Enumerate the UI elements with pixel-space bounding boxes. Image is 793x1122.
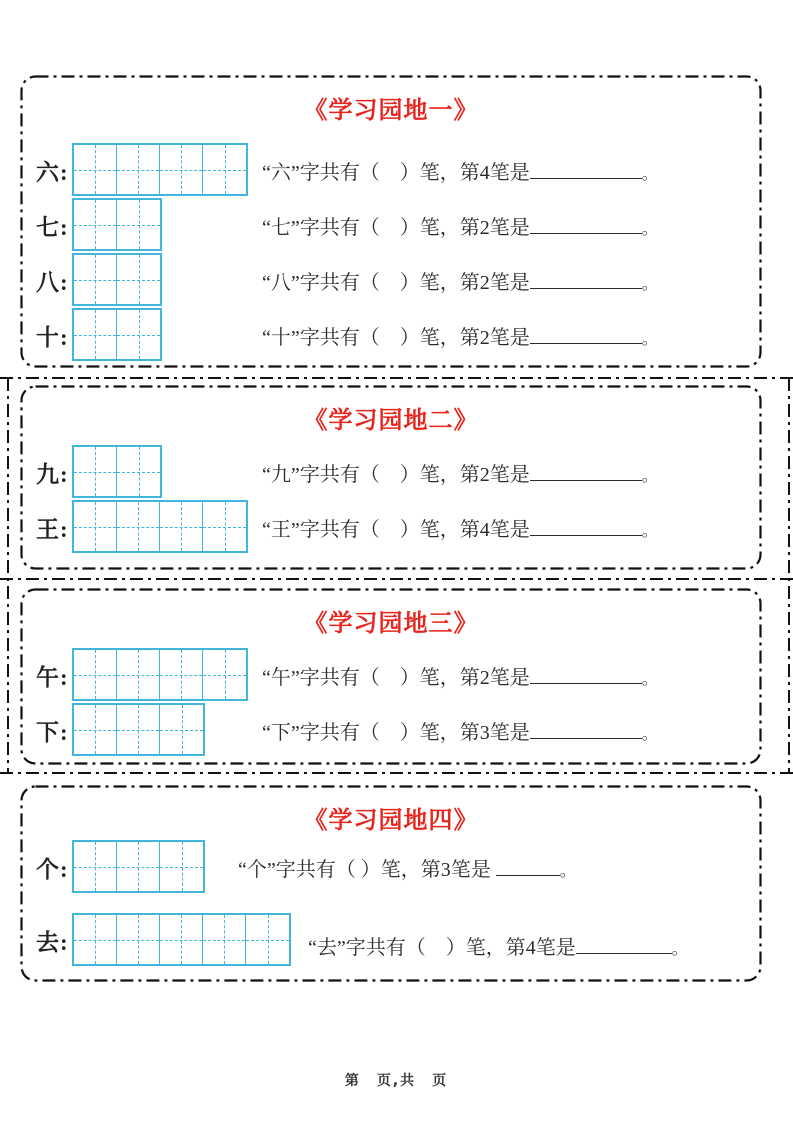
practice-row	[36, 911, 754, 966]
tianzige-grid	[72, 143, 248, 196]
grid-slot	[72, 703, 262, 756]
tianzige-cell	[74, 447, 117, 496]
question-period: 。	[641, 331, 658, 348]
question-text	[238, 858, 576, 893]
tianzige-grid	[72, 198, 162, 251]
grid-slot	[72, 840, 238, 893]
tianzige-cell	[160, 705, 203, 754]
question-text	[262, 518, 658, 553]
character-label: 王:	[36, 517, 69, 542]
character-label: 七:	[36, 215, 69, 240]
question-period: 。	[559, 863, 576, 880]
question-stem: “个”字共有（ ）笔，第3笔是	[238, 859, 496, 881]
grid-slot	[72, 913, 308, 966]
tianzige-cell	[203, 502, 246, 551]
tianzige-cell	[160, 502, 203, 551]
tianzige-cell	[74, 650, 117, 699]
question-period: 。	[641, 726, 658, 743]
question-stem: “下”字共有（ ）笔，第3笔是	[262, 722, 530, 744]
question-stem: “王”字共有（ ）笔，第4笔是	[262, 519, 530, 541]
tianzige-cell	[160, 842, 203, 891]
question-text	[262, 271, 658, 306]
question-text	[262, 463, 658, 498]
question-text	[262, 326, 658, 361]
tianzige-cell	[160, 915, 203, 964]
answer-blank	[530, 680, 642, 684]
character-label: 个:	[36, 857, 69, 882]
tianzige-cell	[203, 145, 246, 194]
character-label: 下:	[36, 720, 69, 745]
section-rows	[36, 838, 754, 984]
question-text	[308, 936, 688, 966]
tianzige-cell	[74, 915, 117, 964]
tianzige-cell	[203, 650, 246, 699]
tianzige-cell	[117, 502, 160, 551]
section-title: 《学习园地四》	[303, 806, 479, 834]
practice-row	[36, 196, 754, 251]
grid-slot	[72, 253, 262, 306]
tianzige-grid	[72, 500, 248, 553]
character-label: 午:	[36, 665, 69, 690]
section-title: 《学习园地二》	[303, 406, 479, 434]
question-period: 。	[641, 276, 658, 293]
answer-blank	[530, 477, 642, 481]
tianzige-cell	[74, 705, 117, 754]
question-period: 。	[641, 221, 658, 238]
answer-blank	[530, 340, 642, 344]
tianzige-grid	[72, 253, 162, 306]
grid-slot	[72, 198, 262, 251]
question-text	[262, 216, 658, 251]
tianzige-cell	[74, 200, 117, 249]
tianzige-cell	[74, 502, 117, 551]
tianzige-grid	[72, 308, 162, 361]
tianzige-cell	[117, 310, 160, 359]
section-rows	[36, 141, 754, 361]
tianzige-cell	[246, 915, 289, 964]
practice-row	[36, 838, 754, 893]
tianzige-grid	[72, 648, 248, 701]
practice-row	[36, 141, 754, 196]
grid-slot	[72, 500, 262, 553]
tianzige-cell	[117, 200, 160, 249]
character-label: 十:	[36, 325, 69, 350]
answer-blank	[530, 735, 642, 739]
tianzige-cell	[117, 842, 160, 891]
question-stem: “六”字共有（ ）笔，第4笔是	[262, 162, 530, 184]
grid-slot	[72, 143, 262, 196]
tianzige-grid	[72, 703, 205, 756]
tianzige-cell	[160, 145, 203, 194]
question-stem: “九”字共有（ ）笔，第2笔是	[262, 464, 530, 486]
question-stem: “午”字共有（ ）笔，第2笔是	[262, 667, 530, 689]
practice-row	[36, 646, 754, 701]
grid-slot	[72, 648, 262, 701]
tianzige-cell	[74, 145, 117, 194]
section-rows	[36, 646, 754, 756]
practice-row	[36, 251, 754, 306]
question-period: 。	[641, 671, 658, 688]
section-xuexiyuandi-1	[20, 75, 762, 368]
section-xuexiyuandi-3	[20, 588, 762, 765]
question-stem: “七”字共有（ ）笔，第2笔是	[262, 217, 530, 239]
tianzige-cell	[117, 650, 160, 699]
question-text	[262, 721, 658, 756]
practice-row	[36, 443, 754, 498]
question-period: 。	[641, 523, 658, 540]
section-rows	[36, 443, 754, 553]
tianzige-cell	[117, 705, 160, 754]
tianzige-cell	[117, 447, 160, 496]
tianzige-grid	[72, 445, 162, 498]
page-number-footer: 第 页,共 页	[344, 1073, 449, 1089]
section-title: 《学习园地三》	[303, 609, 479, 637]
answer-blank	[530, 175, 642, 179]
answer-blank	[576, 950, 672, 954]
question-text	[262, 161, 658, 196]
practice-row	[36, 306, 754, 361]
answer-blank	[530, 532, 642, 536]
tianzige-cell	[117, 915, 160, 964]
section-xuexiyuandi-2	[20, 385, 762, 570]
question-period: 。	[641, 468, 658, 485]
question-stem: “十”字共有（ ）笔，第2笔是	[262, 327, 530, 349]
tianzige-cell	[117, 145, 160, 194]
section-title: 《学习园地一》	[303, 96, 479, 124]
tianzige-cell	[74, 842, 117, 891]
question-stem: “去”字共有（ ）笔，第4笔是	[308, 937, 576, 959]
character-label: 六:	[36, 160, 69, 185]
question-period: 。	[641, 166, 658, 183]
tianzige-cell	[117, 255, 160, 304]
practice-row	[36, 498, 754, 553]
grid-slot	[72, 308, 262, 361]
answer-blank	[496, 872, 560, 876]
practice-row	[36, 701, 754, 756]
question-period: 。	[671, 941, 688, 958]
tianzige-cell	[74, 255, 117, 304]
tianzige-grid	[72, 840, 205, 893]
answer-blank	[530, 230, 642, 234]
character-label: 九:	[36, 462, 69, 487]
answer-blank	[530, 285, 642, 289]
character-label: 去:	[36, 930, 69, 955]
grid-slot	[72, 445, 262, 498]
tianzige-cell	[203, 915, 246, 964]
section-xuexiyuandi-4	[20, 785, 762, 982]
character-label: 八:	[36, 270, 69, 295]
question-text	[262, 666, 658, 701]
question-stem: “八”字共有（ ）笔，第2笔是	[262, 272, 530, 294]
tianzige-cell	[160, 650, 203, 699]
tianzige-cell	[74, 310, 117, 359]
tianzige-grid	[72, 913, 291, 966]
